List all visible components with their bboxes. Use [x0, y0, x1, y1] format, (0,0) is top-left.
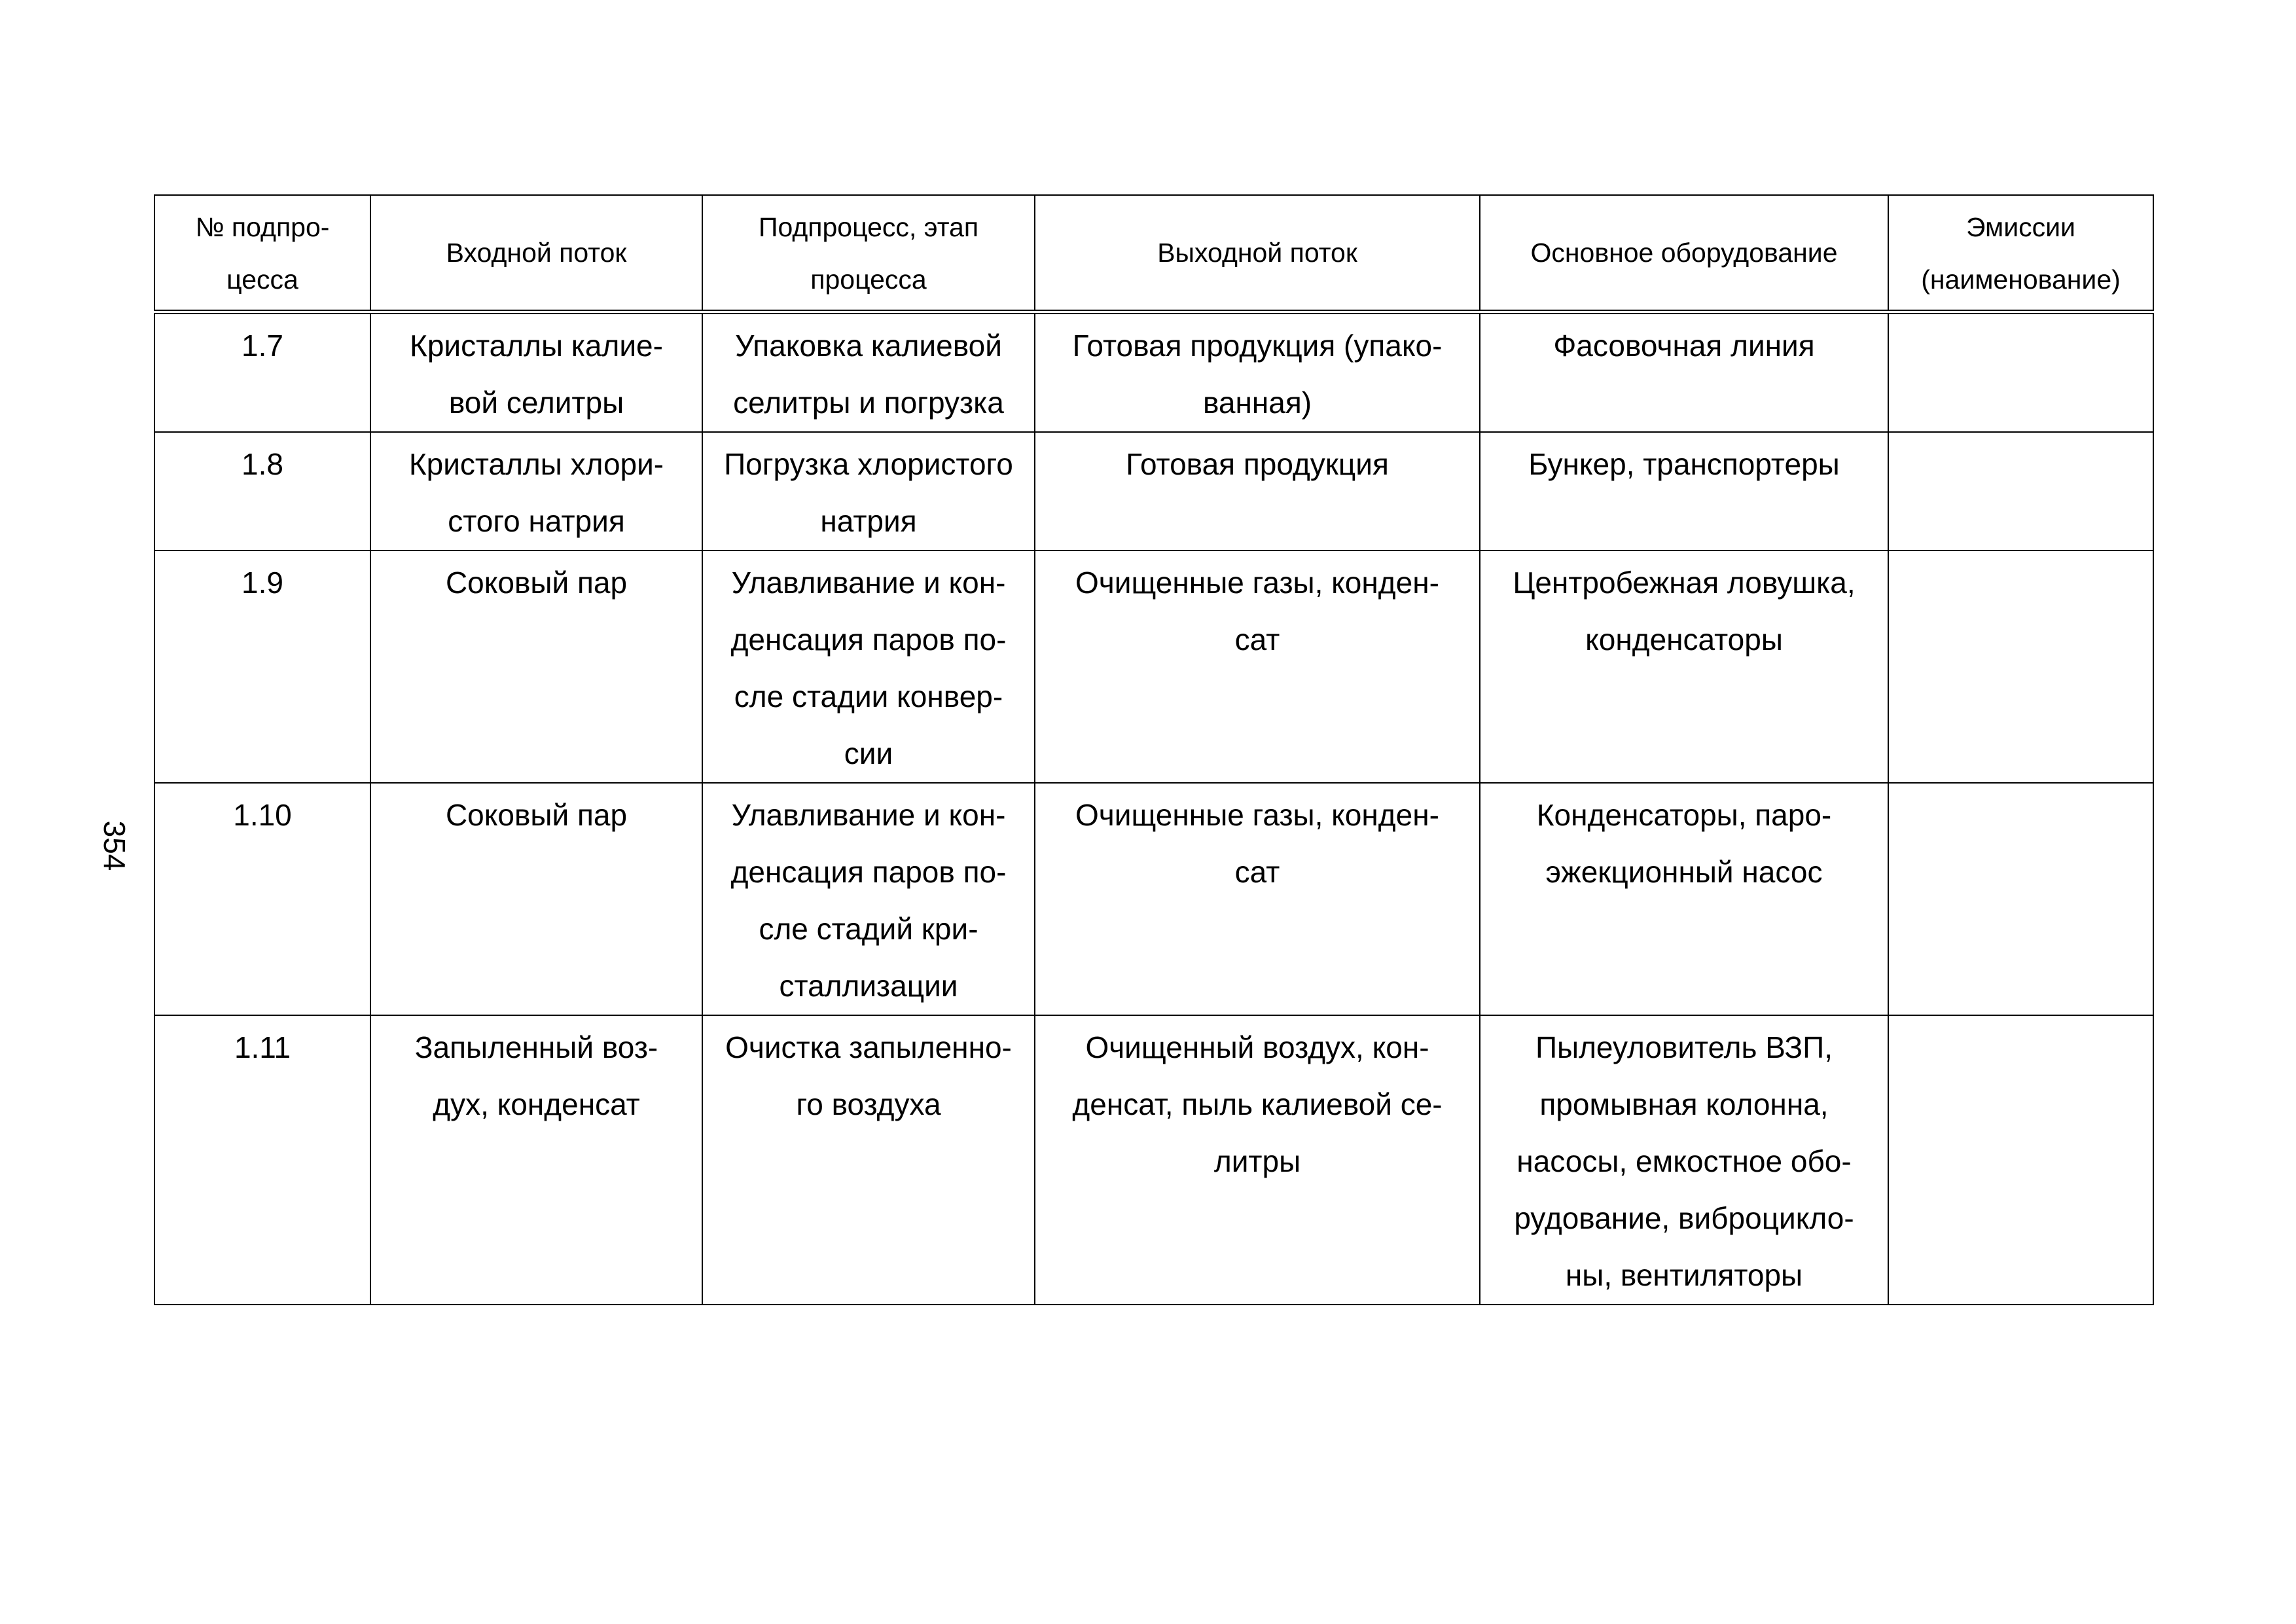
cell-main-equipment: Пылеуловитель ВЗП, промывная колонна, насосы, емкостное обо- рудование, виброцикло- ны, вентиляторы [1480, 1015, 1888, 1305]
cell-input-flow: Соковый пар [370, 783, 702, 1015]
header-subprocess-stage: Подпроцесс, этап процесса [702, 195, 1035, 312]
cell-input-flow: Кристаллы калие- вой селитры [370, 312, 702, 432]
cell-input-flow: Соковый пар [370, 550, 702, 783]
header-emissions: Эмиссии (наименование) [1888, 195, 2153, 312]
header-input-flow: Входной поток [370, 195, 702, 312]
cell-main-equipment: Конденсаторы, паро- эжекционный насос [1480, 783, 1888, 1015]
cell-subprocess-number: 1.8 [154, 432, 370, 550]
cell-subprocess-stage: Погрузка хлористого натрия [702, 432, 1035, 550]
cell-input-flow: Кристаллы хлори- стого натрия [370, 432, 702, 550]
cell-main-equipment: Бункер, транспортеры [1480, 432, 1888, 550]
header-subprocess-number: № подпро- цесса [154, 195, 370, 312]
cell-output-flow: Очищенные газы, конден- сат [1035, 550, 1480, 783]
cell-main-equipment: Фасовочная линия [1480, 312, 1888, 432]
cell-emissions [1888, 312, 2153, 432]
header-output-flow: Выходной поток [1035, 195, 1480, 312]
process-table [154, 194, 2154, 1305]
cell-subprocess-number: 1.7 [154, 312, 370, 432]
cell-subprocess-number: 1.11 [154, 1015, 370, 1305]
cell-subprocess-stage: Улавливание и кон- денсация паров по- сле стадий кри- сталлизации [702, 783, 1035, 1015]
table-row [154, 1015, 2153, 1305]
cell-emissions [1888, 1015, 2153, 1305]
cell-subprocess-stage: Упаковка калиевой селитры и погрузка [702, 312, 1035, 432]
cell-emissions [1888, 783, 2153, 1015]
table-row [154, 432, 2153, 550]
cell-output-flow: Готовая продукция (упако- ванная) [1035, 312, 1480, 432]
cell-emissions [1888, 550, 2153, 783]
cell-subprocess-stage: Улавливание и кон- денсация паров по- сле стадии конвер- сии [702, 550, 1035, 783]
cell-output-flow: Очищенный воздух, кон- денсат, пыль калиевой се- литры [1035, 1015, 1480, 1305]
cell-output-flow: Готовая продукция [1035, 432, 1480, 550]
page-number: 354 [98, 820, 132, 871]
cell-subprocess-stage: Очистка запыленно- го воздуха [702, 1015, 1035, 1305]
table-row [154, 312, 2153, 432]
table-row [154, 550, 2153, 783]
cell-subprocess-number: 1.9 [154, 550, 370, 783]
cell-input-flow: Запыленный воз- дух, конденсат [370, 1015, 702, 1305]
table-header-row [154, 195, 2153, 312]
cell-emissions [1888, 432, 2153, 550]
table-row [154, 783, 2153, 1015]
header-main-equipment: Основное оборудование [1480, 195, 1888, 312]
cell-subprocess-number: 1.10 [154, 783, 370, 1015]
cell-output-flow: Очищенные газы, конден- сат [1035, 783, 1480, 1015]
cell-main-equipment: Центробежная ловушка, конденсаторы [1480, 550, 1888, 783]
